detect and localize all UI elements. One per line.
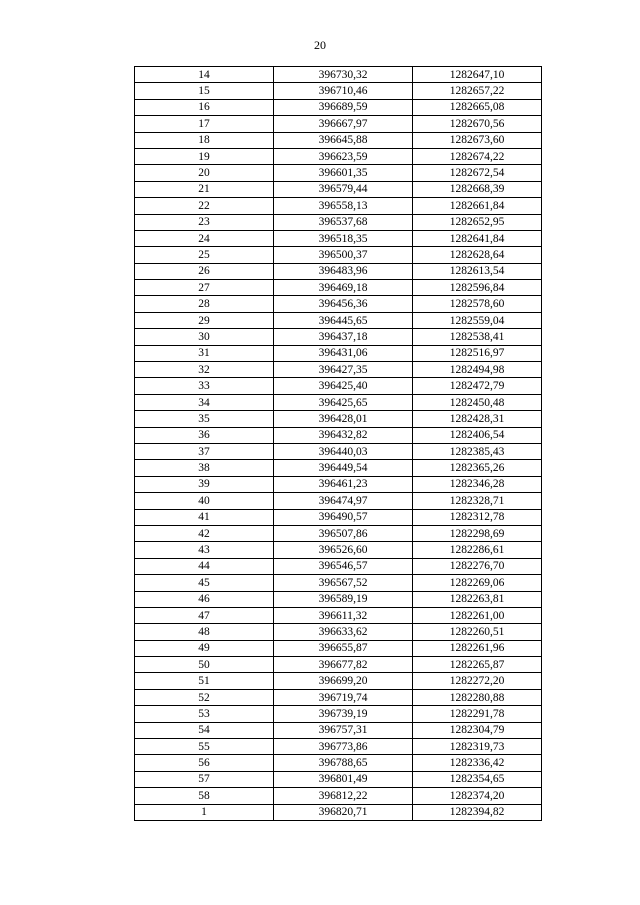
table-row: [135, 230, 542, 246]
point-number-cell: 41: [135, 509, 274, 525]
page-number: 20: [314, 38, 326, 52]
table-row: [135, 689, 542, 705]
table-row: [135, 443, 542, 459]
table-row: [135, 165, 542, 181]
y-coordinate-cell: 1282365,26: [413, 460, 542, 476]
table-row: [135, 624, 542, 640]
table-row: [135, 345, 542, 361]
y-coordinate-cell: 1282494,98: [413, 362, 542, 378]
x-coordinate-cell: 396425,40: [274, 378, 413, 394]
x-coordinate-cell: 396507,86: [274, 525, 413, 541]
x-coordinate-cell: 396449,54: [274, 460, 413, 476]
y-coordinate-cell: 1282291,78: [413, 706, 542, 722]
x-coordinate-cell: 396469,18: [274, 280, 413, 296]
y-coordinate-cell: 1282276,70: [413, 558, 542, 574]
point-number-cell: 31: [135, 345, 274, 361]
y-coordinate-cell: 1282559,04: [413, 312, 542, 328]
y-coordinate-cell: 1282261,96: [413, 640, 542, 656]
point-number-cell: 57: [135, 771, 274, 787]
point-number-cell: 48: [135, 624, 274, 640]
point-number-cell: 42: [135, 525, 274, 541]
x-coordinate-cell: 396757,31: [274, 722, 413, 738]
table-row: [135, 427, 542, 443]
y-coordinate-cell: 1282336,42: [413, 755, 542, 771]
x-coordinate-cell: 396500,37: [274, 247, 413, 263]
point-number-cell: 40: [135, 493, 274, 509]
x-coordinate-cell: 396537,68: [274, 214, 413, 230]
y-coordinate-cell: 1282261,00: [413, 607, 542, 623]
point-number-cell: 16: [135, 99, 274, 115]
table-row: [135, 591, 542, 607]
x-coordinate-cell: 396773,86: [274, 739, 413, 755]
table-row: [135, 558, 542, 574]
table-row: [135, 67, 542, 83]
table-row: [135, 722, 542, 738]
y-coordinate-cell: 1282661,84: [413, 198, 542, 214]
point-number-cell: 28: [135, 296, 274, 312]
y-coordinate-cell: 1282263,81: [413, 591, 542, 607]
table-row: [135, 739, 542, 755]
point-number-cell: 51: [135, 673, 274, 689]
y-coordinate-cell: 1282346,28: [413, 476, 542, 492]
point-number-cell: 15: [135, 83, 274, 99]
y-coordinate-cell: 1282665,08: [413, 99, 542, 115]
table-row: [135, 263, 542, 279]
point-number-cell: 52: [135, 689, 274, 705]
y-coordinate-cell: 1282354,65: [413, 771, 542, 787]
table-row: [135, 476, 542, 492]
table-row: [135, 378, 542, 394]
point-number-cell: 53: [135, 706, 274, 722]
point-number-cell: 24: [135, 230, 274, 246]
x-coordinate-cell: 396611,32: [274, 607, 413, 623]
table-row: [135, 280, 542, 296]
point-number-cell: 38: [135, 460, 274, 476]
y-coordinate-cell: 1282298,69: [413, 525, 542, 541]
table-row: [135, 575, 542, 591]
point-number-cell: 55: [135, 739, 274, 755]
y-coordinate-cell: 1282280,88: [413, 689, 542, 705]
point-number-cell: 37: [135, 443, 274, 459]
x-coordinate-cell: 396558,13: [274, 198, 413, 214]
x-coordinate-cell: 396677,82: [274, 657, 413, 673]
x-coordinate-cell: 396490,57: [274, 509, 413, 525]
point-number-cell: 21: [135, 181, 274, 197]
table-row: [135, 755, 542, 771]
y-coordinate-cell: 1282312,78: [413, 509, 542, 525]
x-coordinate-cell: 396427,35: [274, 362, 413, 378]
x-coordinate-cell: 396601,35: [274, 165, 413, 181]
y-coordinate-cell: 1282385,43: [413, 443, 542, 459]
y-coordinate-cell: 1282578,60: [413, 296, 542, 312]
x-coordinate-cell: 396425,65: [274, 394, 413, 410]
y-coordinate-cell: 1282260,51: [413, 624, 542, 640]
y-coordinate-cell: 1282657,22: [413, 83, 542, 99]
point-number-cell: 56: [135, 755, 274, 771]
point-number-cell: 49: [135, 640, 274, 656]
y-coordinate-cell: 1282265,87: [413, 657, 542, 673]
x-coordinate-cell: 396719,74: [274, 689, 413, 705]
table-row: [135, 214, 542, 230]
table-row: [135, 607, 542, 623]
table-row: [135, 771, 542, 787]
x-coordinate-cell: 396730,32: [274, 67, 413, 83]
x-coordinate-cell: 396456,36: [274, 296, 413, 312]
x-coordinate-cell: 396428,01: [274, 411, 413, 427]
point-number-cell: 58: [135, 788, 274, 804]
y-coordinate-cell: 1282668,39: [413, 181, 542, 197]
point-number-cell: 34: [135, 394, 274, 410]
y-coordinate-cell: 1282672,54: [413, 165, 542, 181]
table-row: [135, 394, 542, 410]
x-coordinate-cell: 396432,82: [274, 427, 413, 443]
x-coordinate-cell: 396699,20: [274, 673, 413, 689]
coordinates-table-body: [135, 67, 542, 821]
table-row: [135, 312, 542, 328]
y-coordinate-cell: 1282674,22: [413, 148, 542, 164]
point-number-cell: 23: [135, 214, 274, 230]
x-coordinate-cell: 396710,46: [274, 83, 413, 99]
table-row: [135, 296, 542, 312]
point-number-cell: 33: [135, 378, 274, 394]
x-coordinate-cell: 396667,97: [274, 116, 413, 132]
y-coordinate-cell: 1282647,10: [413, 67, 542, 83]
table-row: [135, 640, 542, 656]
table-row: [135, 509, 542, 525]
x-coordinate-cell: 396518,35: [274, 230, 413, 246]
table-row: [135, 542, 542, 558]
point-number-cell: 36: [135, 427, 274, 443]
x-coordinate-cell: 396526,60: [274, 542, 413, 558]
table-row: [135, 83, 542, 99]
x-coordinate-cell: 396440,03: [274, 443, 413, 459]
y-coordinate-cell: 1282406,54: [413, 427, 542, 443]
point-number-cell: 18: [135, 132, 274, 148]
point-number-cell: 26: [135, 263, 274, 279]
table-row: [135, 198, 542, 214]
y-coordinate-cell: 1282319,73: [413, 739, 542, 755]
x-coordinate-cell: 396801,49: [274, 771, 413, 787]
point-number-cell: 32: [135, 362, 274, 378]
point-number-cell: 22: [135, 198, 274, 214]
table-row: [135, 460, 542, 476]
table-row: [135, 132, 542, 148]
x-coordinate-cell: 396788,65: [274, 755, 413, 771]
x-coordinate-cell: 396431,06: [274, 345, 413, 361]
y-coordinate-cell: 1282641,84: [413, 230, 542, 246]
x-coordinate-cell: 396820,71: [274, 804, 413, 820]
point-number-cell: 14: [135, 67, 274, 83]
y-coordinate-cell: 1282670,56: [413, 116, 542, 132]
table-row: [135, 411, 542, 427]
table-row: [135, 804, 542, 820]
table-row: [135, 493, 542, 509]
x-coordinate-cell: 396655,87: [274, 640, 413, 656]
x-coordinate-cell: 396579,44: [274, 181, 413, 197]
x-coordinate-cell: 396689,59: [274, 99, 413, 115]
table-row: [135, 148, 542, 164]
point-number-cell: 46: [135, 591, 274, 607]
table-row: [135, 329, 542, 345]
y-coordinate-cell: 1282269,06: [413, 575, 542, 591]
point-number-cell: 20: [135, 165, 274, 181]
x-coordinate-cell: 396739,19: [274, 706, 413, 722]
x-coordinate-cell: 396567,52: [274, 575, 413, 591]
table-row: [135, 362, 542, 378]
y-coordinate-cell: 1282596,84: [413, 280, 542, 296]
y-coordinate-cell: 1282472,79: [413, 378, 542, 394]
table-row: [135, 99, 542, 115]
point-number-cell: 29: [135, 312, 274, 328]
point-number-cell: 19: [135, 148, 274, 164]
point-number-cell: 25: [135, 247, 274, 263]
x-coordinate-cell: 396445,65: [274, 312, 413, 328]
x-coordinate-cell: 396589,19: [274, 591, 413, 607]
point-number-cell: 39: [135, 476, 274, 492]
y-coordinate-cell: 1282652,95: [413, 214, 542, 230]
y-coordinate-cell: 1282613,54: [413, 263, 542, 279]
table-row: [135, 525, 542, 541]
table-row: [135, 706, 542, 722]
table-row: [135, 247, 542, 263]
y-coordinate-cell: 1282304,79: [413, 722, 542, 738]
y-coordinate-cell: 1282286,61: [413, 542, 542, 558]
x-coordinate-cell: 396474,97: [274, 493, 413, 509]
x-coordinate-cell: 396645,88: [274, 132, 413, 148]
y-coordinate-cell: 1282328,71: [413, 493, 542, 509]
x-coordinate-cell: 396812,22: [274, 788, 413, 804]
point-number-cell: 44: [135, 558, 274, 574]
point-number-cell: 45: [135, 575, 274, 591]
x-coordinate-cell: 396546,57: [274, 558, 413, 574]
table-row: [135, 788, 542, 804]
y-coordinate-cell: 1282673,60: [413, 132, 542, 148]
point-number-cell: 35: [135, 411, 274, 427]
x-coordinate-cell: 396483,96: [274, 263, 413, 279]
x-coordinate-cell: 396437,18: [274, 329, 413, 345]
table-row: [135, 116, 542, 132]
table-row: [135, 673, 542, 689]
y-coordinate-cell: 1282272,20: [413, 673, 542, 689]
y-coordinate-cell: 1282428,31: [413, 411, 542, 427]
point-number-cell: 54: [135, 722, 274, 738]
x-coordinate-cell: 396623,59: [274, 148, 413, 164]
y-coordinate-cell: 1282628,64: [413, 247, 542, 263]
y-coordinate-cell: 1282374,20: [413, 788, 542, 804]
point-number-cell: 43: [135, 542, 274, 558]
y-coordinate-cell: 1282450,48: [413, 394, 542, 410]
y-coordinate-cell: 1282538,41: [413, 329, 542, 345]
point-number-cell: 27: [135, 280, 274, 296]
y-coordinate-cell: 1282516,97: [413, 345, 542, 361]
y-coordinate-cell: 1282394,82: [413, 804, 542, 820]
coordinates-table: [134, 66, 542, 821]
point-number-cell: 17: [135, 116, 274, 132]
table-row: [135, 181, 542, 197]
table-row: [135, 657, 542, 673]
point-number-cell: 47: [135, 607, 274, 623]
x-coordinate-cell: 396461,23: [274, 476, 413, 492]
x-coordinate-cell: 396633,62: [274, 624, 413, 640]
point-number-cell: 30: [135, 329, 274, 345]
point-number-cell: 50: [135, 657, 274, 673]
point-number-cell: 1: [135, 804, 274, 820]
